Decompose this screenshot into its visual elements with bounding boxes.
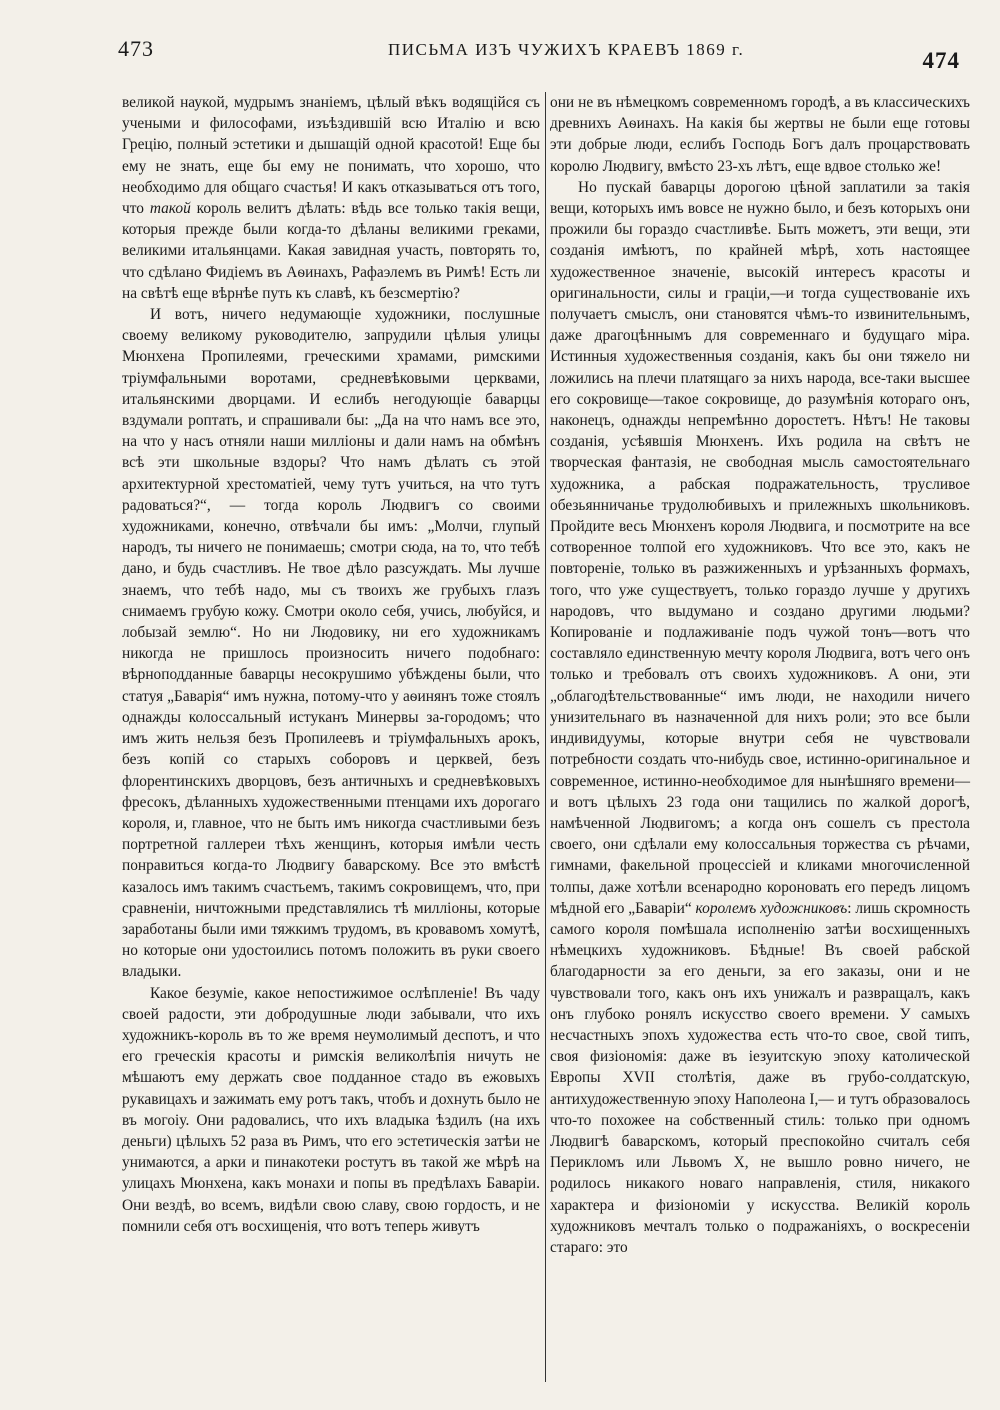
italic-text: такой <box>149 200 191 218</box>
left-column <box>122 92 540 1410</box>
paragraph-text: король велитъ дѣлать: вѣдь все только такія вещи, которыя прежде были когда-то дѣланы великими греками, великими итальянцами. Какая завидная участь, повторять то, что сдѣлано Фидіемъ въ Аѳинахъ, Рафаэлемъ въ Римѣ! Есть ли на свѣтѣ еще вѣрнѣе путь къ славѣ, къ безсмертію? <box>122 200 540 302</box>
paragraph <box>122 92 540 304</box>
paragraph-text: Но пускай баварцы дорогою цѣной заплатили за такія вещи, которыхъ имъ вовсе не нужно было, и безъ которыхъ они прожили бы гораздо счастливѣе. Быть можетъ, эти вещи, эти созданія имѣютъ, по крайней мѣрѣ, хоть настоящее художественное значеніе, высокій интересъ красоты и оригинальности, силы и граціи,—и тогда существованіе ихъ получаетъ смыслъ, они становятся чѣмъ-то извинительнымъ, даже драгоцѣннымъ для современнаго и будущаго міра. Истинныя художественныя созданія, какъ бы они тяжело ни ложились на плечи платящаго за нихъ народа, все-таки высшее его сокровище—такое сокровище, до разумѣнія котораго онъ, наконецъ, однажды непремѣнно доростетъ. Нѣтъ! Не таковы созданія, усѣявшія Мюнхенъ. Ихъ родила на свѣтъ не творческая фантазія, не свободная мысль самостоятельнаго художника, а рабская подражательность, трусливое обезьянничанье трудолюбивыхъ и прилежныхъ школьниковъ. Пройдите весь Мюнхенъ короля Людвига, и посмотрите на все сотворенное толпой его художниковъ. Что все это, какъ не повтореніе, только въ разжиженныхъ и урѣзанныхъ формахъ, того, что уже существуетъ, только гораздо лучше у другихъ народовъ, что выдумано и создано другими людьми? Копированіе и подлаживаніе подъ чужой тонъ—вотъ что составляло единственную мечту короля Людвига, вотъ чего онъ только и требовалъ отъ своихъ художниковъ. А они, эти „облагодѣтельствованные“ имъ люди, не находили ничего унизительнаго въ назначенной для нихъ роли; это все были индивидуумы, которые внутри себя не чувствовали потребности создать что-нибудь свое, истинно-оригинальное и современное, истинно-необходимое для нынѣшняго времени—и вотъ цѣлыхъ 23 года они тащились по жалкой дорогѣ, намѣченной Людвигомъ; а когда онъ сошелъ съ престола своего, они сдѣлали ему колоссальныя торжества съ рѣчами, гимнами, факельной процессіей и кликами многочисленной толпы, даже хотѣли всенародно короновать его передъ лицомъ мѣдной его „Баваріи“ <box>550 178 970 917</box>
page-number-right: 474 <box>922 48 960 73</box>
right-column <box>550 92 970 1410</box>
paragraph: И вотъ, ничего недумающіе художники, послушные своему великому руководителю, запрудили цѣлыя улицы Мюнхена Пропилеями, греческими храмами, римскими тріумфальными воротами, средневѣковыми церквами, итальянскими дворцами. И еслибъ негодующіе баварцы вздумали роптать, и спрашивали бы: „Да на что намъ все это, на что у насъ отняли наши милліоны и дали намъ на обмѣнъ всѣ эти школьные вздоры? Что намъ дѣлать съ этой архитектурной хрестоматіей, чему тутъ учиться, на что тутъ радоваться?“, — тогда король Людвигъ со своими художниками, конечно, отвѣчали бы имъ: „Молчи, глупый народъ, ты ничего не понимаешь; смотри сюда, на то, что тебѣ дано, и будь счастливъ. Не твое дѣло разсуждать. Мы лучше знаемъ, что тебѣ надо, мы съ твоихъ же грубыхъ глазъ снимаемъ грубую кожу. Смотри около себя, учись, любуйся, и лобызай землю“. Но ни Людовику, ни его художникамъ никогда не пришлось произносить ничего подобнаго: вѣрноподданные баварцы несокрушимо убѣждены были, что статуя „Баварія“ имъ нужна, потому-что у аѳинянъ тоже стоялъ однажды колоссальный истуканъ Минервы за-городомъ; что имъ жить нельзя безъ Пропилеевъ и тріумфальныхъ арокъ, безъ копій со старыхъ соборовъ и церквей, безъ флорентинскихъ дворцовъ, безъ античныхъ и средневѣковыхъ фресокъ, дѣланныхъ художественными птенцами ихъ дорогаго короля, и, главное, что не быть имъ никогда счастливыми безъ портретной галлереи тѣхъ женщинъ, которыя имѣли честь понравиться когда-то Людвигу баварскому. Все это вмѣстѣ казалось имъ такимъ счастьемъ, такимъ сокровищемъ, что, при сравненіи, ничтожными представлялись тѣ милліоны, которые заработаны были ими тяжкимъ трудомъ, въ кровавомъ хомутѣ, но которые они удостоились потомъ положить въ руки своего владыки. <box>122 306 540 981</box>
page-number-left: 473 <box>118 36 154 61</box>
column-divider <box>545 92 546 1382</box>
paragraph <box>550 177 970 1258</box>
paragraph-text: великой наукой, мудрымъ знаніемъ, цѣлый вѣкъ водящійся съ учеными и философами, изъѣздившій всю Италію и всю Грецію, полный эстетики и дышащій одной красотой! Еще бы ему не знать, еще бы ему не понимать, что хорошо, что необходимо для общаго счастья! И какъ отказываться отъ того, что <box>122 94 540 218</box>
paragraph: они не въ нѣмецкомъ современномъ городѣ, а въ классическихъ древнихъ Аѳинахъ. На какія бы жертвы не были еще готовы эти добрые люди, еслибъ Господь Богъ далъ процарствовать королю Людвигу, вмѣсто 23-хъ лѣтъ, еще вдвое столько же! <box>550 94 970 175</box>
paragraph-text: : лишь скромность самого короля помѣшала исполненію затѣи восхищенныхъ нѣмецкихъ художниковъ. Бѣдные! Въ своей рабской благодарности за его деньги, за его заказы, они и не чувствовали того, какъ онъ ихъ унижалъ и развращалъ, какъ онъ глубоко ронялъ искусство своего времени. У самыхъ несчастныхъ эпохъ художества есть что-то свое, свой типъ, своя физіономія: даже въ іезуитскую эпоху католической Европы XVII столѣтія, даже въ грубо-солдатскую, антихудожественную эпоху Наполеона I,— и тутъ образовалось что-то похожее на собственный стиль: только при одномъ Людвигѣ баварскомъ, который преспокойно считалъ себя Перикломъ или Львомъ X, не вышло ровно ничего, не родилось никакого новаго направленія, стиля, никакого характера и физіономіи у искусства. Великій король художниковъ мечталъ только о подражаніяхъ, о воскресеніи стараго: это <box>550 899 971 1256</box>
running-title: ПИСЬМА ИЗЪ ЧУЖИХЪ КРАЕВЪ 1869 г. <box>388 40 745 59</box>
page-header <box>118 36 960 76</box>
paragraph: Какое безуміе, какое непостижимое ослѣпленіе! Въ чаду своей радости, эти добродушные люди забывали, что ихъ художникъ-король въ то же время неумолимый деспотъ, и что его греческія красоты и римскія великолѣпія ничуть не мѣшаютъ ему держать свое подданное стадо въ ежовыхъ рукавицахъ и зажимать ему ротъ такъ, чтобъ и дохнуть было не въ могоіу. Они радовались, что ихъ владыка ѣздилъ (на ихъ деньги) цѣлыхъ 52 раза въ Римъ, что его эстетическія затѣи не унимаются, а арки и пинакотеки ростутъ въ такой же мѣрѣ на улицахъ Мюнхена, какъ монахи и попы въ предѣлахъ Баваріи. Они вездѣ, во всемъ, видѣли свою славу, свою гордость, и не помнили себя отъ восхищенія, что вотъ теперь живутъ <box>122 984 540 1235</box>
italic-text: королемъ художниковъ <box>695 899 848 917</box>
